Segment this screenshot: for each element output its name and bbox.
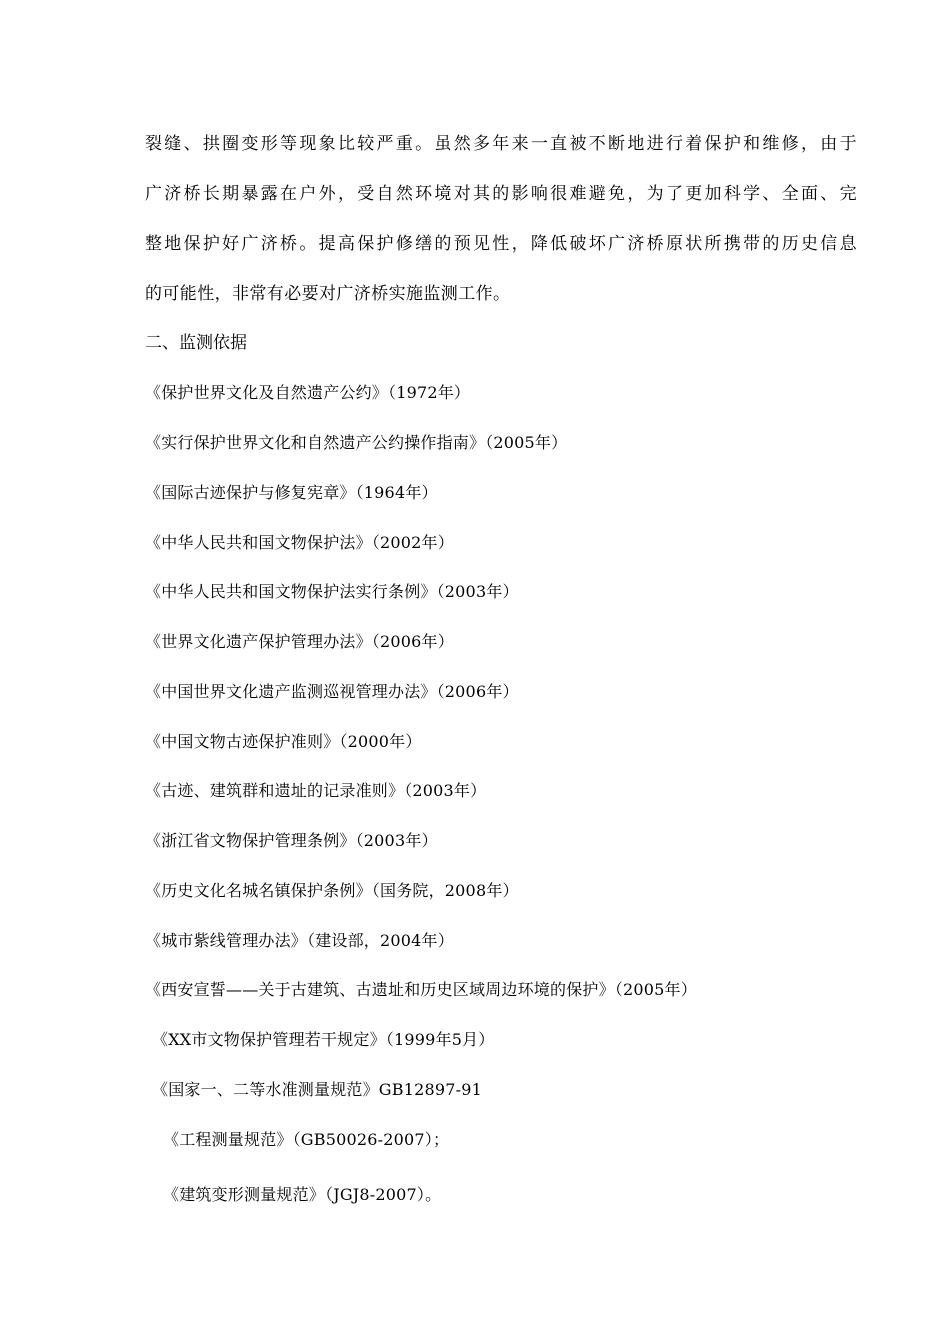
reference-item: 《中国文物古迹保护准则》（2000年） [145, 732, 422, 751]
reference-item: 《保护世界文化及自然遗产公约》（1972年） [145, 383, 471, 402]
reference-item: 《浙江省文物保护管理条例》（2003年） [145, 831, 438, 850]
reference-item: 《建筑变形测量规范》（JGJ8-2007）。 [163, 1185, 442, 1204]
reference-item: 《中华人民共和国文物保护法实行条例》（2003年） [145, 582, 519, 601]
reference-item: 《工程测量规范》（GB50026-2007）； [163, 1130, 450, 1149]
paragraph-line: 整地保护好广济桥。提高保护修缮的预见性，降低破坏广济桥原状所携带的历史信息 [145, 234, 857, 254]
reference-item: 《国际古迹保护与修复宪章》（1964年） [145, 483, 438, 502]
reference-item: 《XX市文物保护管理若干规定》（1999年5月） [152, 1030, 495, 1049]
reference-item: 《实行保护世界文化和自然遗产公约操作指南》（2005年） [145, 433, 568, 452]
section-heading: 二、监测依据 [145, 333, 247, 353]
body-paragraph [145, 119, 857, 319]
reference-item: 《世界文化遗产保护管理办法》（2006年） [145, 632, 454, 651]
reference-item: 《古迹、建筑群和遗址的记录准则》（2003年） [145, 781, 487, 800]
reference-item: 《历史文化名城名镇保护条例》（国务院，2008年） [145, 881, 519, 900]
reference-item: 《中国世界文化遗产监测巡视管理办法》（2006年） [145, 682, 519, 701]
paragraph-line: 裂缝、拱圈变形等现象比较严重。虽然多年来一直被不断地进行着保护和维修，由于 [145, 134, 857, 154]
reference-item: 《城市紫线管理办法》（建设部，2004年） [145, 931, 454, 950]
paragraph-line: 的可能性，非常有必要对广济桥实施监测工作。 [145, 284, 511, 304]
reference-item: 《中华人民共和国文物保护法》（2002年） [145, 533, 454, 552]
reference-item: 《国家一、二等水准测量规范》GB12897-91 [152, 1080, 483, 1099]
paragraph-line: 广济桥长期暴露在户外，受自然环境对其的影响很难避免，为了更加科学、全面、完 [145, 184, 857, 204]
reference-item: 《西安宣誓——关于古建筑、古遗址和历史区域周边环境的保护》（2005年） [145, 980, 697, 999]
